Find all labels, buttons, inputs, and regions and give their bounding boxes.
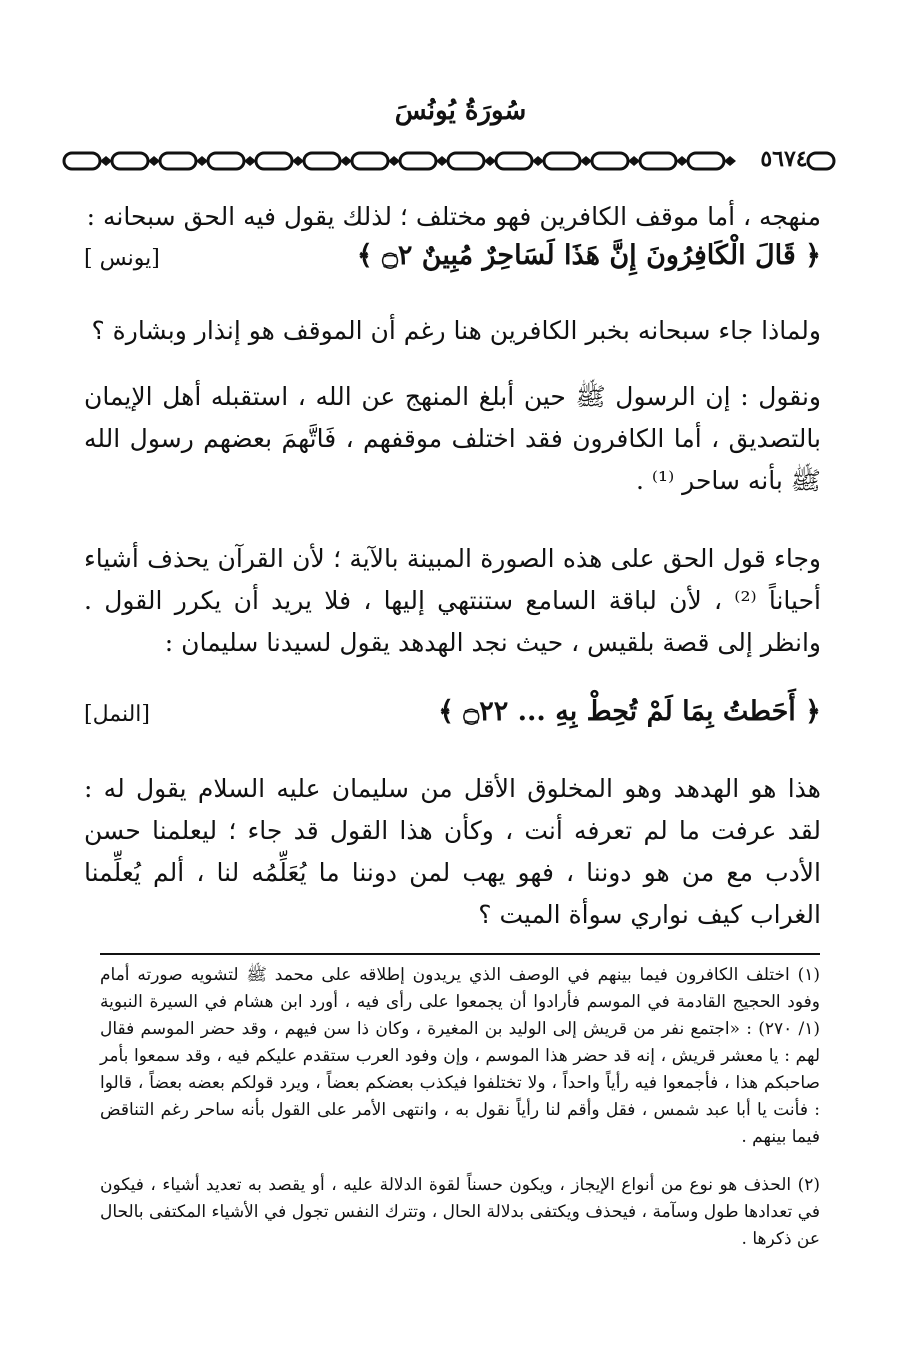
quran-verse-naml <box>84 696 821 742</box>
page-number-end-ornament <box>806 150 836 172</box>
paragraph-response: ونقول : إن الرسول ﷺ حين أبلغ المنهج عن الله ، استقبله أهل الإيمان بالتصديق ، أما الكافرون فقد اختلف موقفهم ، فَاتَّهمَ بعضهم رسول الله ﷺ بأنه ساحر ⁽¹⁾ . <box>84 382 821 495</box>
verse-text: ﴿ أَحَطتُ بِمَا لَمْ تُحِطْ بِهِ ... ۝٢٢ ﴾ <box>438 696 821 727</box>
paragraph-ellipsis: وجاء قول الحق على هذه الصورة المبينة بالآية ؛ لأن القرآن يحذف أشياء أحياناً ⁽²⁾ ، لأن لباقة السامع ستنتهي إليها ، فلا يريد أن يكرر القول . وانظر إلى قصة بلقيس ، حيث نجد الهدهد يقول لسيدنا سليمان : <box>84 544 821 657</box>
paragraph-hoopoe: هذا هو الهدهد وهو المخلوق الأقل من سليمان عليه السلام يقول له : لقد عرفت ما لم تعرفه أنت ، وكأن هذا القول قد جاء ؛ ليعلمنا حسن الأدب مع من هو دوننا ، فهو يهب لمن دوننا ما يُعَلِّمُه لنا ، ألم يُعلِّمنا الغراب كيف نواري سوأة الميت ؟ <box>84 774 821 929</box>
quran-verse-yunus <box>84 240 821 286</box>
footnote-1: (١) اختلف الكافرون فيما بينهم في الوصف الذي يريدون إطلاقه على محمد ﷺ لتشويه صورته أمام وفود الحجيج القادمة في الموسم فأرادوا أن يجمعوا على رأى فيه ، أورد ابن هشام في السيرة النبوية (١/ ٢٧٠) : «اجتمع نفر من قريش إلى الوليد بن المغيرة ، وكان ذا سن فيهم ، وقد حضر الموسم فقال لهم : يا معشر قريش ، إنه قد حضر هذا الموسم ، وإن وفود العرب ستقدم عليكم فيه ، وقد سمعوا بأمر صاحبكم هذا ، فأجمعوا فيه رأياً واحداً ، ولا تختلفوا فيكذب بعضكم بعضاً ، ويرد قولكم بعضه بعضاً ، قالوا : فأنت يا أبا عبد شمس ، فقل وأقم لنا رأياً نقول به ، وانتهى الأمر على القول بأنه ساحر رغم التناقض فيما بينهم . <box>100 965 820 1147</box>
verse-reference: [النمل] <box>84 702 150 727</box>
surah-title: سُورَةُ يُونُسَ <box>394 96 527 126</box>
verse-reference: [يونس ] <box>84 246 160 271</box>
footnote-2: (٢) الحذف هو نوع من أنواع الإيجاز ، ويكون حسناً لقوة الدلالة عليه ، أو يقصد به تعديد أشياء ، فيكون في تعدادها طول وسآمة ، فيحذف ويكتفى بدلالة الحال ، وتترك النفس تجول في الأشياء المكتفى بالحال عن ذكرها . <box>100 1175 820 1249</box>
paragraph-intro: منهجه ، أما موقف الكافرين فهو مختلف ؛ لذلك يقول فيه الحق سبحانه : <box>86 202 821 231</box>
header-ornament-border <box>62 150 742 172</box>
page-number: ٥٦٧٤ <box>760 146 808 172</box>
footnote-divider <box>100 953 820 955</box>
verse-text: ﴿ قَالَ الْكَافِرُونَ إِنَّ هَذَا لَسَاحِرٌ مُبِينٌ ۝٢ ﴾ <box>356 240 821 271</box>
paragraph-question: ولماذا جاء سبحانه بخبر الكافرين هنا رغم أن الموقف هو إنذار وبشارة ؟ <box>91 316 821 345</box>
